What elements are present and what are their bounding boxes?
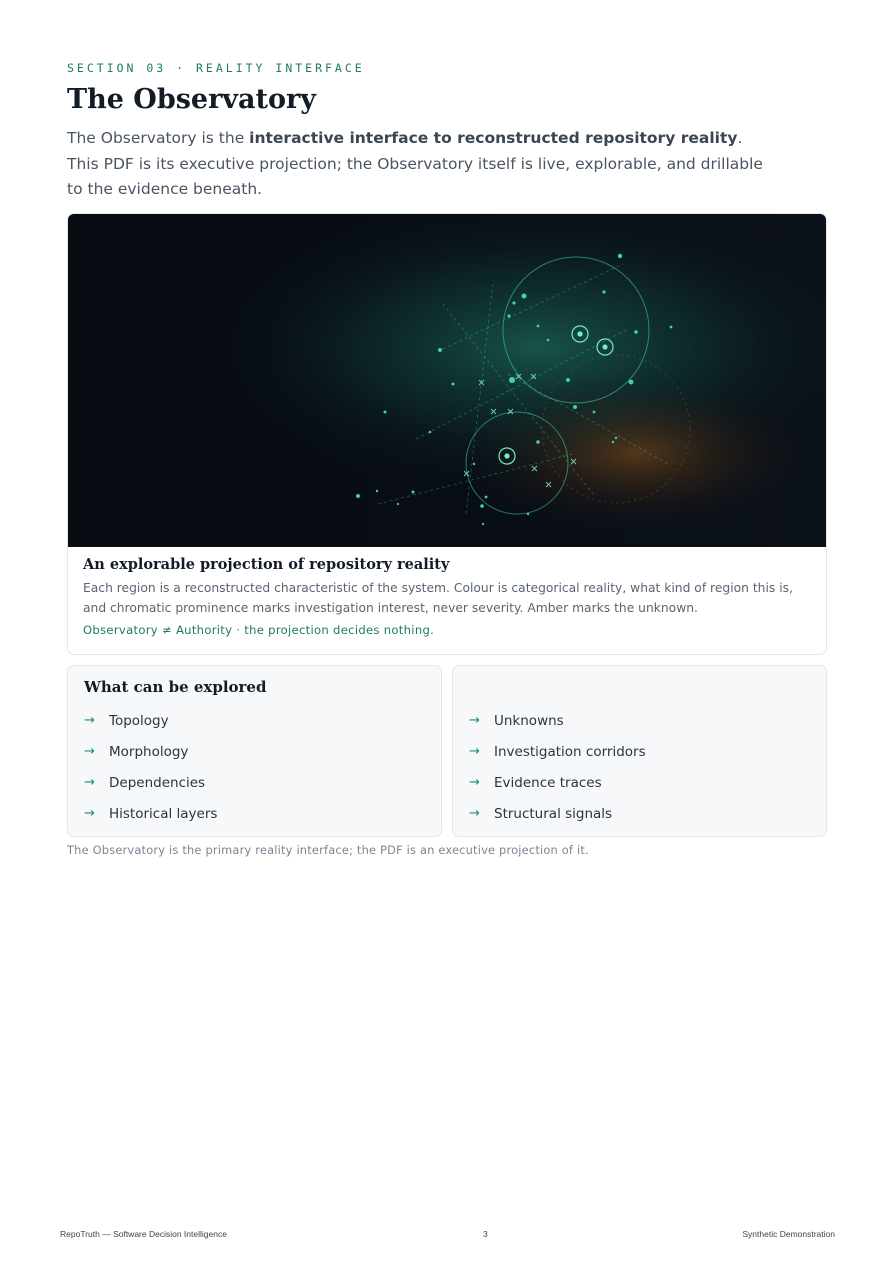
intro-emphasis: interactive interface to reconstructed repository reality bbox=[249, 129, 738, 147]
intro-paragraph bbox=[67, 126, 773, 203]
footer-left: RepoTruth — Software Decision Intelligence bbox=[60, 1229, 227, 1239]
explore-card-left bbox=[67, 665, 442, 837]
list-item bbox=[84, 736, 217, 767]
page-number: 3 bbox=[483, 1229, 488, 1239]
observatory-visualization-icon bbox=[68, 214, 826, 547]
section-kicker: SECTION 03 · REALITY INTERFACE bbox=[67, 61, 365, 75]
list-item bbox=[469, 798, 646, 829]
list-item-label: Topology bbox=[109, 712, 169, 729]
arrow-right-icon: → bbox=[469, 744, 480, 759]
explore-card-right bbox=[452, 665, 827, 837]
observatory-card bbox=[67, 213, 827, 655]
arrow-right-icon: → bbox=[84, 806, 95, 821]
list-item bbox=[84, 798, 217, 829]
list-item-label: Dependencies bbox=[109, 774, 206, 791]
arrow-right-icon: → bbox=[469, 713, 480, 728]
list-item-label: Investigation corridors bbox=[494, 743, 646, 760]
list-item bbox=[469, 736, 646, 767]
list-item-label: Morphology bbox=[109, 743, 189, 760]
arrow-right-icon: → bbox=[84, 744, 95, 759]
intro-prefix: The Observatory is the bbox=[67, 129, 250, 147]
list-item bbox=[84, 705, 217, 736]
arrow-right-icon: → bbox=[469, 775, 480, 790]
caption-title: An explorable projection of repository reality bbox=[83, 556, 450, 573]
page-footer bbox=[60, 1229, 835, 1243]
caption-note: Observatory ≠ Authority · the projection decides nothing. bbox=[83, 623, 435, 637]
page-title: The Observatory bbox=[67, 84, 316, 115]
intro-suffix: . This PDF is its executive projection; the Observatory itself is live, explorable, and drillable to the evidence beneath. bbox=[67, 129, 763, 198]
list-item-label: Historical layers bbox=[109, 805, 218, 822]
explore-list-left bbox=[84, 705, 217, 829]
footer-right: Synthetic Demonstration bbox=[742, 1229, 835, 1239]
arrow-right-icon: → bbox=[469, 806, 480, 821]
list-item-label: Unknowns bbox=[494, 712, 564, 729]
explore-list-right bbox=[469, 705, 646, 829]
caption-text: Each region is a reconstructed characteristic of the system. Colour is categorical reality, what kind of region this is, and chromatic prominence marks investigation interest, never severity. Amber marks the unknown. bbox=[83, 581, 793, 615]
list-item bbox=[469, 767, 646, 798]
list-item-label: Structural signals bbox=[494, 805, 613, 822]
explore-title: What can be explored bbox=[84, 678, 267, 696]
footnote: The Observatory is the primary reality interface; the PDF is an executive projection of it. bbox=[67, 843, 589, 857]
arrow-right-icon: → bbox=[84, 775, 95, 790]
list-item bbox=[469, 705, 646, 736]
arrow-right-icon: → bbox=[84, 713, 95, 728]
list-item-label: Evidence traces bbox=[494, 774, 602, 791]
list-item bbox=[84, 767, 217, 798]
